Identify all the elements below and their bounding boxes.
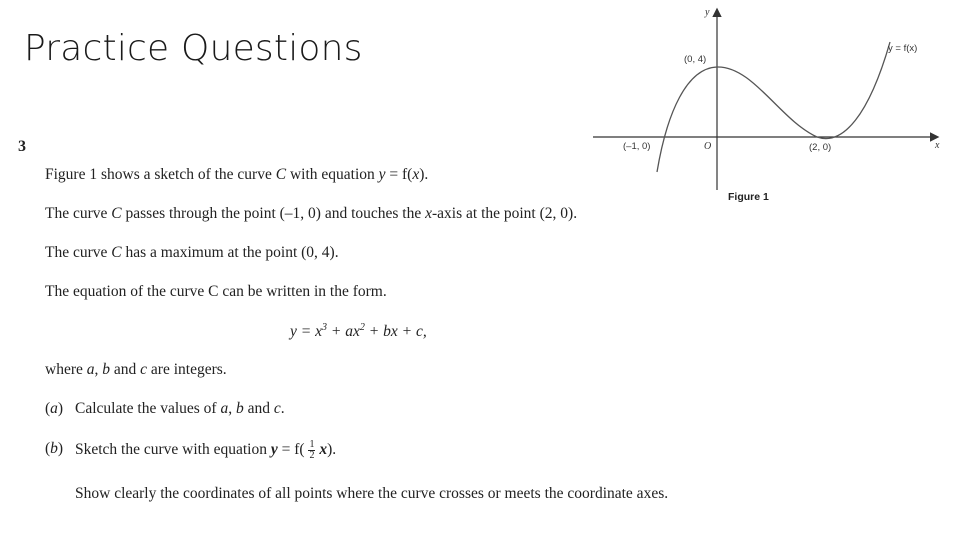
x-axis-label: x: [935, 140, 940, 151]
point-label-max: (0, 4): [684, 54, 707, 65]
question-line-2: The curve C passes through the point (–1, 0) and touches the x-axis at the point (2, 0).: [45, 205, 578, 222]
part-b-label: (b): [45, 440, 64, 457]
slide-title: Practice Questions: [24, 28, 363, 69]
curve-label: y = f(x): [888, 43, 918, 54]
point-label-root: (–1, 0): [623, 141, 651, 152]
one-half-fraction: $\frac{1}{2}$: [309, 439, 315, 461]
part-a-text: Calculate the values of a, b and c.: [75, 400, 285, 417]
question-number: 3: [18, 138, 26, 155]
show-instruction: Show clearly the coordinates of all points where the curve crosses or meets the coordinate axes.: [75, 485, 669, 502]
part-a-label: (a): [45, 400, 64, 417]
question-line-1: Figure 1 shows a sketch of the curve C with equation y = f(x).: [45, 166, 429, 183]
point-label-touch: (2, 0): [809, 142, 832, 153]
figure-1-graph: [585, 0, 955, 210]
question-line-4: The equation of the curve C can be written in the form.: [45, 283, 387, 300]
part-b-text: Sketch the curve with equation y = f( $\frac{1}{2}$ x).: [75, 439, 337, 461]
question-line-5: where a, b and c are integers.: [45, 361, 227, 378]
cubic-equation: $y = x^3 + ax^2$ + bx + c,: [290, 322, 427, 341]
question-line-3: The curve C has a maximum at the point (0, 4).: [45, 244, 339, 261]
figure-caption: Figure 1: [728, 191, 769, 203]
y-axis-label: y: [705, 7, 710, 18]
origin-label: O: [704, 141, 712, 152]
